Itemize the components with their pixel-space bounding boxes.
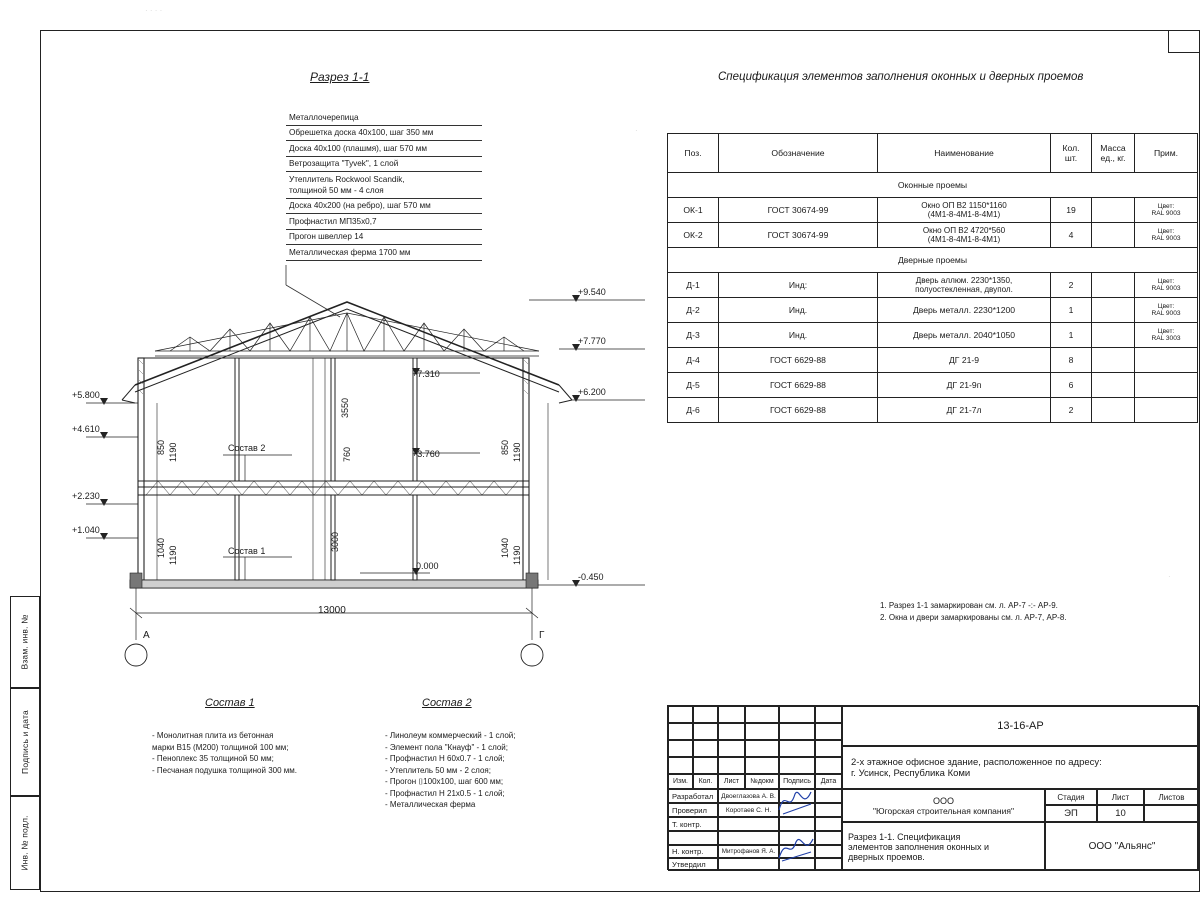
cell-note-line2: RAL 9003	[1151, 310, 1181, 317]
specification-table	[667, 133, 1198, 423]
rev-cell	[693, 740, 718, 757]
stamp-date-tkontr	[815, 817, 842, 831]
level-left-4: +1.040	[72, 525, 100, 535]
table-row	[668, 273, 1198, 298]
col-header-name: Наименование	[878, 134, 1051, 173]
stamp-date-blank	[815, 831, 842, 845]
table-header-row	[668, 134, 1198, 173]
col-header-qty-line2: шт.	[1064, 153, 1078, 163]
axis-label-g: Г	[539, 630, 545, 641]
sostav-2-title-text: Состав 2	[422, 697, 472, 709]
roof-composition-list	[286, 110, 482, 261]
cell-name-line1: Окно ОП В2 1150*1160	[921, 200, 1007, 210]
cell-note	[1135, 323, 1198, 348]
rev-cell	[718, 723, 745, 740]
cell-designation: ГОСТ 6629-88	[719, 373, 878, 398]
table-row	[668, 398, 1198, 423]
col-header-mass-line2: ед., кг.	[1100, 153, 1126, 163]
level-right-4: -0.450	[578, 572, 604, 582]
dim-mid-760: 760	[342, 446, 352, 462]
stamp-name-nkontr: Митрофанов Я. А.	[718, 845, 779, 858]
sostav-2-body	[385, 730, 515, 811]
cell-mass	[1092, 223, 1135, 248]
level-right-1: +9.540	[578, 287, 606, 297]
rev-cell	[815, 723, 842, 740]
stamp-date-nkontr	[815, 845, 842, 858]
dim-left-1190b: 1190	[168, 545, 178, 565]
roof-note-item: Обрешетка доска 40х100, шаг 350 мм	[286, 126, 482, 142]
cell-note	[1135, 198, 1198, 223]
table-row	[668, 298, 1198, 323]
stamp-header-izm: Изм.	[668, 774, 693, 789]
stamp-date-utverdil	[815, 858, 842, 871]
dim-mid-3550: 3550	[340, 397, 350, 418]
cell-name-line1: Окно ОП В2 4720*560	[922, 225, 1006, 235]
sostav-2-title	[422, 697, 472, 709]
cell-designation: ГОСТ 6629-88	[719, 348, 878, 373]
rev-cell	[815, 706, 842, 723]
rev-cell	[718, 757, 745, 774]
stamp-stage-value: ЭП	[1045, 805, 1097, 822]
left-stamp-label: Подпись и дата	[20, 710, 30, 774]
callout-sostav-1: Состав 1	[228, 546, 266, 556]
cell-note-line1: Цвет:	[1157, 277, 1175, 285]
rev-cell	[693, 757, 718, 774]
cell-name	[878, 198, 1051, 223]
ghost-mark: ·	[1168, 572, 1171, 581]
sostav-2-line: - Утеплитель 50 мм - 2 слоя;	[385, 765, 491, 775]
cell-poz: Д-4	[668, 348, 719, 373]
stamp-name-tkontr	[718, 817, 779, 831]
sostav-2-line: - Металлическая ферма	[385, 800, 476, 809]
cell-mass	[1092, 348, 1135, 373]
stamp-header-data: Дата	[815, 774, 842, 789]
col-header-qty-line1: Кол.	[1062, 143, 1080, 153]
cell-qty: 8	[1051, 348, 1092, 373]
cell-poz: Д-2	[668, 298, 719, 323]
rev-cell	[668, 740, 693, 757]
cell-designation: ГОСТ 30674-99	[719, 223, 878, 248]
title-block	[667, 705, 1198, 870]
cell-name: Дверь металл. 2230*1200	[878, 298, 1051, 323]
rev-cell	[745, 757, 779, 774]
building-section-drawing	[60, 255, 700, 675]
sostav-1-line: марки В15 (М200) толщиной 100 мм;	[152, 742, 289, 752]
signature-razrabotal	[777, 784, 817, 818]
cell-qty: 4	[1051, 223, 1092, 248]
cell-poz: Д-6	[668, 398, 719, 423]
rev-cell	[745, 740, 779, 757]
cell-mass	[1092, 323, 1135, 348]
section-title-windows: Оконные проемы	[668, 173, 1198, 198]
roof-note-item: Металлическая ферма 1700 мм	[286, 245, 482, 261]
stamp-name-razrabotal: Двоеглазова А. В.	[718, 789, 779, 803]
rev-cell	[668, 706, 693, 723]
sostav-1-title-text: Состав 1	[205, 697, 255, 709]
cell-name-line2: полуостекленная, двупол.	[915, 285, 1013, 294]
stamp-sheets-header: Листов	[1144, 789, 1199, 805]
cell-qty: 2	[1051, 273, 1092, 298]
cell-note-line1: Цвет:	[1157, 327, 1175, 335]
dim-left-1040: 1040	[156, 537, 166, 558]
stamp-sheet-title	[842, 822, 1045, 871]
left-stamp-inv	[10, 796, 40, 890]
axis-label-a: А	[143, 630, 150, 641]
table-row	[668, 223, 1198, 248]
col-header-mass	[1092, 134, 1135, 173]
stamp-name-utverdil	[718, 858, 779, 871]
stamp-sign-tkontr	[779, 817, 815, 831]
stamp-role-razrabotal: Разработал	[668, 789, 718, 803]
cell-name: ДГ 21-9п	[878, 373, 1051, 398]
border-corner-tab	[1168, 30, 1200, 53]
table-row	[668, 198, 1198, 223]
rev-cell	[718, 706, 745, 723]
roof-note-item: Ветрозащита "Tyvek", 1 слой	[286, 157, 482, 173]
col-header-designation: Обозначение	[719, 134, 878, 173]
dim-right-850: 850	[500, 439, 510, 455]
cell-note	[1135, 373, 1198, 398]
cell-qty: 2	[1051, 398, 1092, 423]
stamp-org	[842, 789, 1045, 822]
dim-right-1190: 1190	[512, 442, 522, 462]
table-note-item: 1. Разрез 1-1 замаркирован см. л. АР-7 -:- АР-9.	[880, 601, 1058, 610]
cell-qty: 1	[1051, 298, 1092, 323]
sostav-2-line: - Профнастил Н 21х0.5 - 1 слой;	[385, 788, 505, 798]
rev-cell	[779, 723, 815, 740]
col-header-note: Прим.	[1135, 134, 1198, 173]
stamp-sheet-title-line3: дверных проемов.	[848, 851, 925, 862]
stamp-sheets-value	[1144, 805, 1199, 822]
table-notes	[880, 600, 1067, 624]
rev-cell	[668, 723, 693, 740]
cell-note-line2: RAL 9003	[1151, 210, 1181, 217]
cell-name: Дверь металл. 2040*1050	[878, 323, 1051, 348]
level-left-1: +5.800	[72, 390, 100, 400]
table-section-row	[668, 248, 1198, 273]
level-left-3: +2.230	[72, 491, 100, 501]
stamp-name-proveril: Коротаев С. Н.	[718, 803, 779, 817]
stamp-stage-header: Стадия	[1045, 789, 1097, 805]
sostav-1-line: - Монолитная плита из бетонная	[152, 731, 274, 740]
cell-qty: 6	[1051, 373, 1092, 398]
rev-cell	[815, 740, 842, 757]
cell-poz: Д-3	[668, 323, 719, 348]
cell-note-line2: RAL 3003	[1151, 335, 1181, 342]
cell-note	[1135, 298, 1198, 323]
cell-mass	[1092, 273, 1135, 298]
level-inner-1: +7.310	[412, 369, 440, 379]
table-row	[668, 373, 1198, 398]
sostav-1-body	[152, 730, 297, 776]
roof-note-item: Утеплитель Rockwool Scandik,	[289, 174, 405, 184]
rev-cell	[779, 740, 815, 757]
cell-poz: Д-5	[668, 373, 719, 398]
table-section-row	[668, 173, 1198, 198]
roof-note-item: Прогон швеллер 14	[286, 230, 482, 246]
stamp-role-proveril: Проверил	[668, 803, 718, 817]
table-row	[668, 323, 1198, 348]
level-right-2: +7.770	[578, 336, 606, 346]
cell-qty: 19	[1051, 198, 1092, 223]
stamp-header-podpis: Подпись	[779, 774, 815, 789]
stamp-sheet-header: Лист	[1097, 789, 1144, 805]
level-inner-2: +3.760	[412, 449, 440, 459]
level-right-3: +6.200	[578, 387, 606, 397]
col-header-qty	[1051, 134, 1092, 173]
level-left-2: +4.610	[72, 424, 100, 434]
table-row	[668, 348, 1198, 373]
cell-mass	[1092, 298, 1135, 323]
left-stamp-vzam	[10, 596, 40, 688]
stamp-role-nkontr: Н. контр.	[668, 845, 718, 858]
rev-cell	[745, 723, 779, 740]
cell-note	[1135, 273, 1198, 298]
page-title-spec: Спецификация элементов заполнения оконных и дверных проемов	[718, 71, 1084, 83]
col-header-poz: Поз.	[668, 134, 719, 173]
section-title-doors: Дверные проемы	[668, 248, 1198, 273]
dim-left-1190: 1190	[168, 442, 178, 462]
stamp-org-line2: "Югорская строительная компания"	[873, 805, 1014, 816]
cell-mass	[1092, 373, 1135, 398]
rev-cell	[745, 706, 779, 723]
cell-name-line2: (4М1-8-4М1-8-4М1)	[927, 210, 1001, 219]
col-header-mass-line1: Масса	[1100, 143, 1126, 153]
dim-overall-width: 13000	[318, 605, 346, 616]
cell-note-line1: Цвет:	[1157, 227, 1175, 235]
stamp-org-right: ООО "Альянс"	[1045, 822, 1199, 871]
ghost-mark: · · · ·	[145, 6, 163, 15]
dim-right-1190b: 1190	[512, 545, 522, 565]
cell-poz: ОК-2	[668, 223, 719, 248]
roof-note-header: Металлочерепица	[286, 110, 482, 126]
rev-cell	[815, 757, 842, 774]
stamp-role-utverdil: Утвердил	[668, 858, 718, 871]
sostav-2-line: - Профнастил Н 60х0.7 - 1 слой;	[385, 754, 505, 763]
cell-name-line1: Дверь аллюм. 2230*1350,	[915, 275, 1013, 285]
rev-cell	[668, 757, 693, 774]
rev-cell	[718, 740, 745, 757]
rev-cell	[779, 706, 815, 723]
rev-cell	[693, 706, 718, 723]
stamp-header-kol: Кол.	[693, 774, 718, 789]
cell-note-line2: RAL 9003	[1151, 235, 1181, 242]
stamp-role-blank	[668, 831, 718, 845]
table-note-item: 2. Окна и двери замаркированы см. л. АР-7, АР-8.	[880, 613, 1067, 622]
cell-designation: Инд:	[719, 273, 878, 298]
dim-right-1040: 1040	[500, 537, 510, 558]
roof-note-item: Доска 40х100 (плашмя), шаг 570 мм	[286, 141, 482, 157]
stamp-code: 13-16-АР	[842, 706, 1199, 746]
cell-name	[878, 223, 1051, 248]
sostav-1-line: - Пеноплекс 35 толщиной 50 мм;	[152, 754, 274, 763]
cell-designation: ГОСТ 30674-99	[719, 198, 878, 223]
cell-note	[1135, 223, 1198, 248]
cell-mass	[1092, 398, 1135, 423]
cell-name	[878, 273, 1051, 298]
stamp-date-proveril	[815, 803, 842, 817]
cell-note	[1135, 398, 1198, 423]
stamp-role-tkontr: Т. контр.	[668, 817, 718, 831]
stamp-sheet-title-line1: Разрез 1-1. Спецификация	[848, 831, 961, 842]
cell-note-line1: Цвет:	[1157, 202, 1175, 210]
dim-left-850: 850	[156, 439, 166, 455]
cell-note-line1: Цвет:	[1157, 302, 1175, 310]
rev-cell	[693, 723, 718, 740]
sostav-2-line: - Прогон ⌷100х100, шаг 600 мм;	[385, 777, 504, 786]
rev-cell	[779, 757, 815, 774]
stamp-sheet-value: 10	[1097, 805, 1144, 822]
stamp-object-line2: г. Усинск, Республика Коми	[851, 767, 971, 779]
stamp-object-line1: 2-х этажное офисное здание, расположенное по адресу:	[851, 756, 1102, 768]
cell-qty: 1	[1051, 323, 1092, 348]
sostav-2-line: - Линолеум коммерческий - 1 слой;	[385, 731, 516, 740]
roof-note-item: Доска 40х200 (на ребро), шаг 570 мм	[286, 199, 482, 215]
cell-designation: Инд.	[719, 323, 878, 348]
cell-poz: Д-1	[668, 273, 719, 298]
stamp-object	[842, 746, 1199, 789]
sostav-2-line: - Элемент пола "Кнауф" - 1 слой;	[385, 742, 508, 752]
cell-note	[1135, 348, 1198, 373]
signature-nkontr	[777, 830, 817, 864]
stamp-org-line1: ООО	[932, 795, 954, 806]
page-title-section: Разрез 1-1	[310, 70, 370, 84]
stamp-header-ndok: №докм	[745, 774, 779, 789]
level-inner-3: 0.000	[416, 561, 439, 571]
roof-note-item: Профнастил МП35х0,7	[286, 214, 482, 230]
ghost-mark: ·	[635, 126, 638, 135]
stamp-sheet-title-line2: элементов заполнения оконных и	[848, 841, 990, 852]
left-stamp-podpis	[10, 688, 40, 796]
left-stamp-label: Взам. инв. №	[20, 614, 30, 670]
sostav-1-line: - Песчаная подушка толщиной 300 мм.	[152, 765, 297, 775]
stamp-name-blank	[718, 831, 779, 845]
callout-sostav-2: Состав 2	[228, 443, 266, 453]
cell-name: ДГ 21-9	[878, 348, 1051, 373]
sostav-1-title	[205, 697, 255, 709]
cell-mass	[1092, 198, 1135, 223]
stamp-date-razrabotal	[815, 789, 842, 803]
dim-mid-3000: 3000	[330, 531, 340, 552]
roof-note-item: толщиной 50 мм - 4 слоя	[286, 185, 482, 199]
cell-poz: ОК-1	[668, 198, 719, 223]
left-stamp-label: Инв. № подл.	[20, 815, 31, 871]
cell-designation: ГОСТ 6629-88	[719, 398, 878, 423]
cell-designation: Инд.	[719, 298, 878, 323]
stamp-header-list: Лист	[718, 774, 745, 789]
cell-name-line2: (4М1-8-4М1-8-4М1)	[927, 235, 1001, 244]
cell-name: ДГ 21-7л	[878, 398, 1051, 423]
cell-note-line2: RAL 9003	[1151, 285, 1181, 292]
